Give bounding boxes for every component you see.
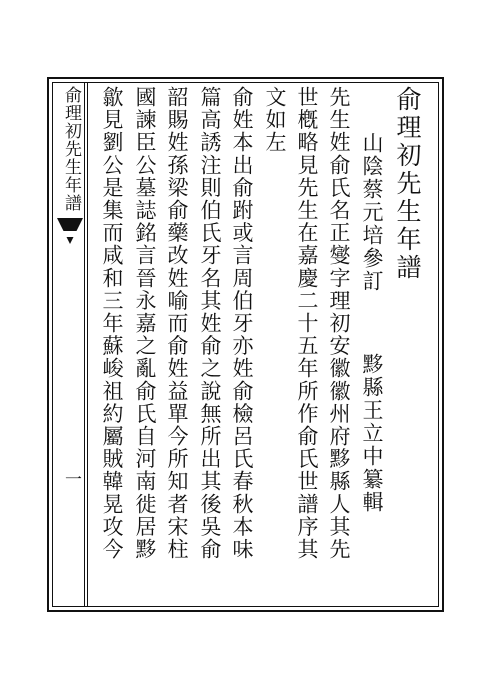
text-column: 俞姓本出俞跗或言周伯牙亦姓俞檢呂氏春秋本味: [230, 86, 254, 561]
text-column: 篇高誘注則伯氏牙名其姓俞之說無所出其後吳俞: [198, 86, 222, 561]
text-column: 先生姓俞氏名正燮字理初安徽徽州府黟縣人其先: [327, 86, 351, 561]
text-column: 歙見劉公是集而咸和三年蘇峻祖約屬賊韓晃攻今: [100, 86, 124, 561]
margin-page-number: 一: [61, 470, 81, 489]
fold-margin-line: [87, 82, 88, 607]
fold-margin-line: [84, 82, 85, 607]
book-title: 俞理初先生年譜: [393, 86, 422, 282]
margin-book-title: 俞理初先生年譜: [61, 86, 81, 212]
byline: [357, 132, 387, 647]
byline-editor: 黟縣王立中纂輯: [360, 353, 384, 514]
text-column: 世槪略見先生在嘉慶二十五年所作俞氏世譜序其: [295, 86, 319, 561]
byline-compiler: 山陰蔡元培參訂: [360, 132, 384, 293]
text-column: 韶賜姓孫梁俞藥改姓喻而俞姓益單今所知者宋柱: [165, 86, 189, 561]
text-column: 文如左: [263, 86, 287, 154]
text-column: 國諫臣公墓誌銘言晉永嘉之亂俞氏自河南徙居黟: [133, 86, 157, 561]
